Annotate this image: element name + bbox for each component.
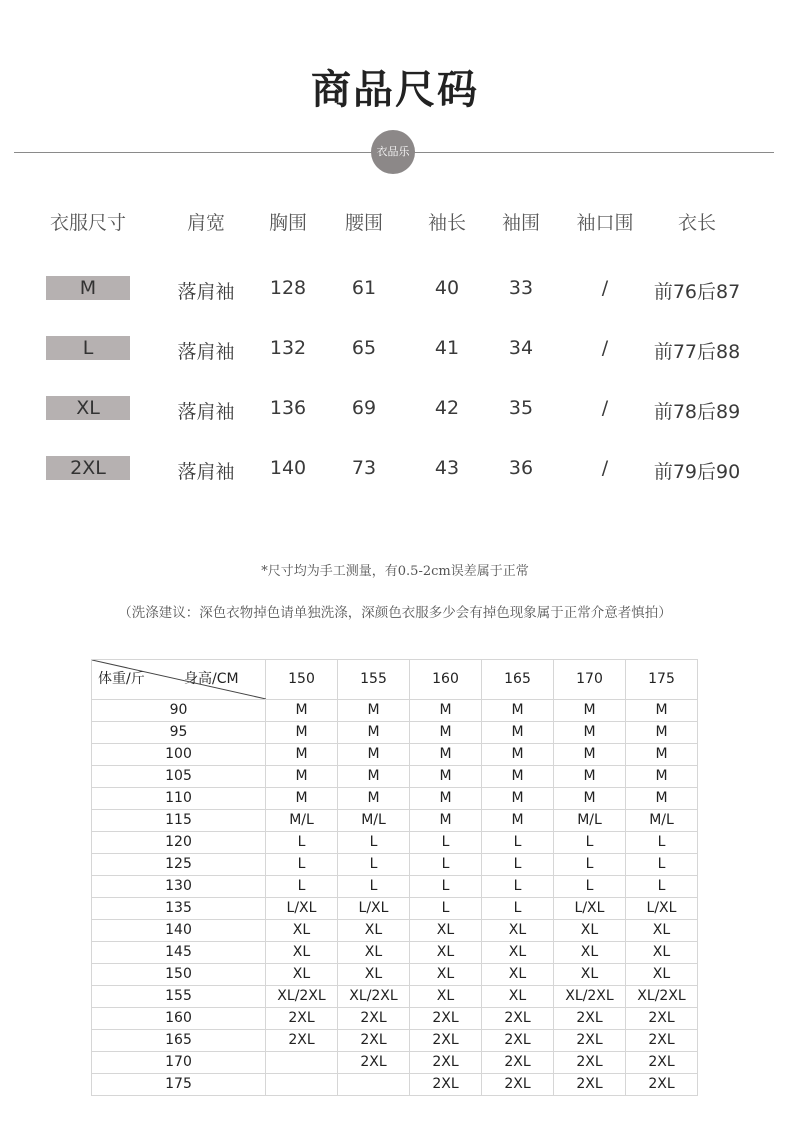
fit-cell: XL <box>410 986 482 1008</box>
table-row <box>92 744 698 766</box>
size-cell: 前78后89 <box>653 401 741 423</box>
fit-cell: L <box>626 832 698 854</box>
size-cell: 前76后87 <box>653 281 741 303</box>
table-row <box>92 788 698 810</box>
size-cell: 落肩袖 <box>177 401 235 423</box>
size-cell: 落肩袖 <box>177 281 235 303</box>
fit-cell: M <box>410 700 482 722</box>
table-row <box>92 1030 698 1052</box>
fit-cell: M <box>338 766 410 788</box>
fit-cell: L <box>482 898 554 920</box>
fit-cell: XL <box>482 964 554 986</box>
size-header-1: 肩宽 <box>186 212 225 234</box>
size-cell: / <box>601 457 609 479</box>
fit-cell: M <box>266 722 338 744</box>
height-header: 165 <box>482 660 554 700</box>
size-header-7: 衣长 <box>677 212 716 234</box>
fit-cell: XL <box>410 964 482 986</box>
fit-cell: L <box>554 876 626 898</box>
size-header-4: 袖长 <box>427 212 466 234</box>
size-cell: 132 <box>269 337 307 359</box>
fit-cell: L <box>410 854 482 876</box>
fit-cell: 2XL <box>482 1052 554 1074</box>
fit-cell: 2XL <box>626 1008 698 1030</box>
fit-cell: L <box>626 854 698 876</box>
size-tag: L <box>46 336 130 360</box>
size-cell: 69 <box>351 397 377 419</box>
fit-cell: L <box>266 832 338 854</box>
weight-cell: 110 <box>92 788 266 810</box>
size-cell: 35 <box>508 397 534 419</box>
fit-cell: L <box>626 876 698 898</box>
fit-cell: M <box>482 788 554 810</box>
weight-cell: 105 <box>92 766 266 788</box>
fit-cell: M <box>482 744 554 766</box>
fit-cell: 2XL <box>554 1030 626 1052</box>
fit-cell: L <box>338 876 410 898</box>
fit-cell: L/XL <box>626 898 698 920</box>
fit-table <box>91 659 698 1096</box>
size-cell: / <box>601 277 609 299</box>
fit-cell: M/L <box>338 810 410 832</box>
fit-cell: 2XL <box>626 1052 698 1074</box>
weight-cell: 140 <box>92 920 266 942</box>
size-cell: 65 <box>351 337 377 359</box>
size-cell: 前77后88 <box>653 341 741 363</box>
fit-cell: XL/2XL <box>554 986 626 1008</box>
table-row <box>92 964 698 986</box>
fit-cell: XL <box>266 942 338 964</box>
fit-cell: XL <box>626 942 698 964</box>
wash-note: （洗涤建议：深色衣物掉色请单独洗涤，深颜色衣服多少会有掉色现象属于正常介意者慎拍） <box>118 605 672 621</box>
size-cell: 128 <box>269 277 307 299</box>
fit-cell: M <box>482 810 554 832</box>
fit-cell: 2XL <box>482 1030 554 1052</box>
table-row <box>92 898 698 920</box>
size-cell: 落肩袖 <box>177 341 235 363</box>
fit-cell: 2XL <box>410 1030 482 1052</box>
fit-cell: M <box>482 700 554 722</box>
table-row <box>92 876 698 898</box>
fit-cell: L <box>338 854 410 876</box>
height-header: 155 <box>338 660 410 700</box>
table-row <box>92 1008 698 1030</box>
fit-cell: XL/2XL <box>266 986 338 1008</box>
height-label: 身高/CM <box>184 671 239 687</box>
weight-cell: 145 <box>92 942 266 964</box>
fit-cell: XL <box>338 964 410 986</box>
fit-cell: XL <box>626 920 698 942</box>
fit-cell: M <box>554 722 626 744</box>
weight-cell: 150 <box>92 964 266 986</box>
size-tag: M <box>46 276 130 300</box>
fit-cell <box>266 1074 338 1096</box>
fit-cell: XL <box>554 920 626 942</box>
weight-label: 体重/斤 <box>98 671 145 687</box>
measure-note: *尺寸均为手工测量，有0.5-2cm误差属于正常 <box>261 564 529 579</box>
fit-cell: L/XL <box>338 898 410 920</box>
weight-cell: 95 <box>92 722 266 744</box>
size-cell: 33 <box>508 277 534 299</box>
brand-badge: 衣品乐 <box>371 130 415 174</box>
fit-cell: M <box>410 722 482 744</box>
fit-cell: 2XL <box>626 1030 698 1052</box>
size-cell: 36 <box>508 457 534 479</box>
fit-cell: M <box>482 722 554 744</box>
fit-cell: M <box>266 766 338 788</box>
table-row <box>92 810 698 832</box>
fit-cell: 2XL <box>410 1008 482 1030</box>
fit-cell: M <box>410 744 482 766</box>
fit-cell <box>266 1052 338 1074</box>
fit-cell: M <box>338 722 410 744</box>
fit-cell: L <box>482 832 554 854</box>
size-cell: 61 <box>351 277 377 299</box>
fit-cell: M <box>338 744 410 766</box>
fit-cell: M <box>410 788 482 810</box>
size-cell: 136 <box>269 397 307 419</box>
fit-cell: XL <box>482 986 554 1008</box>
corner-cell <box>92 660 266 700</box>
size-cell: 43 <box>434 457 460 479</box>
weight-cell: 120 <box>92 832 266 854</box>
fit-cell: L <box>410 898 482 920</box>
weight-cell: 100 <box>92 744 266 766</box>
table-row <box>92 832 698 854</box>
fit-cell: 2XL <box>410 1052 482 1074</box>
fit-cell: 2XL <box>482 1008 554 1030</box>
fit-cell: XL <box>266 920 338 942</box>
size-tag: XL <box>46 396 130 420</box>
fit-cell: 2XL <box>554 1052 626 1074</box>
height-header: 160 <box>410 660 482 700</box>
fit-cell: L/XL <box>266 898 338 920</box>
height-header: 170 <box>554 660 626 700</box>
size-header-0: 衣服尺寸 <box>49 212 126 234</box>
table-row <box>92 722 698 744</box>
fit-cell: M <box>482 766 554 788</box>
height-header: 175 <box>626 660 698 700</box>
fit-cell: L <box>482 854 554 876</box>
fit-cell: M <box>554 700 626 722</box>
fit-cell: M <box>410 810 482 832</box>
fit-cell: XL/2XL <box>626 986 698 1008</box>
table-row <box>92 1052 698 1074</box>
fit-cell: M <box>338 788 410 810</box>
table-row <box>92 700 698 722</box>
fit-cell: 2XL <box>410 1074 482 1096</box>
size-cell: / <box>601 397 609 419</box>
fit-cell: M <box>410 766 482 788</box>
fit-cell: L <box>338 832 410 854</box>
weight-cell: 155 <box>92 986 266 1008</box>
size-tag: 2XL <box>46 456 130 480</box>
size-cell: 前79后90 <box>653 461 741 483</box>
size-header-3: 腰围 <box>344 212 383 234</box>
size-cell: 73 <box>351 457 377 479</box>
fit-cell: L <box>554 854 626 876</box>
table-row <box>92 1074 698 1096</box>
fit-cell: XL <box>626 964 698 986</box>
weight-cell: 125 <box>92 854 266 876</box>
fit-cell: 2XL <box>554 1074 626 1096</box>
size-cell: / <box>601 337 609 359</box>
fit-cell: M/L <box>266 810 338 832</box>
fit-cell: M <box>626 700 698 722</box>
fit-cell: L <box>410 876 482 898</box>
weight-cell: 90 <box>92 700 266 722</box>
size-header-5: 袖围 <box>501 212 540 234</box>
fit-cell: M/L <box>554 810 626 832</box>
fit-cell: XL <box>482 942 554 964</box>
fit-cell: L <box>410 832 482 854</box>
page-title: 商品尺码 <box>311 67 479 113</box>
fit-cell: M/L <box>626 810 698 832</box>
fit-cell: M <box>554 788 626 810</box>
fit-cell: L <box>266 876 338 898</box>
size-cell: 落肩袖 <box>177 461 235 483</box>
fit-cell: XL <box>338 920 410 942</box>
fit-cell <box>338 1074 410 1096</box>
fit-cell: XL <box>482 920 554 942</box>
weight-cell: 115 <box>92 810 266 832</box>
table-row <box>92 986 698 1008</box>
fit-header-row <box>92 660 698 700</box>
weight-cell: 175 <box>92 1074 266 1096</box>
fit-cell: XL <box>554 964 626 986</box>
fit-cell: 2XL <box>338 1030 410 1052</box>
fit-cell: XL <box>266 964 338 986</box>
fit-cell: M <box>266 788 338 810</box>
table-row <box>92 854 698 876</box>
fit-cell: M <box>626 766 698 788</box>
fit-cell: XL <box>554 942 626 964</box>
fit-cell: XL <box>410 942 482 964</box>
fit-cell: M <box>266 744 338 766</box>
table-row <box>92 920 698 942</box>
fit-cell: L <box>482 876 554 898</box>
fit-cell: M <box>266 700 338 722</box>
fit-cell: 2XL <box>482 1074 554 1096</box>
fit-cell: XL <box>338 942 410 964</box>
fit-cell: 2XL <box>338 1052 410 1074</box>
size-header-2: 胸围 <box>268 212 307 234</box>
fit-cell: 2XL <box>338 1008 410 1030</box>
height-header: 150 <box>266 660 338 700</box>
size-cell: 140 <box>269 457 307 479</box>
table-row <box>92 766 698 788</box>
fit-cell: M <box>554 744 626 766</box>
fit-cell: M <box>626 722 698 744</box>
fit-cell: M <box>338 700 410 722</box>
fit-cell: XL <box>410 920 482 942</box>
fit-cell: 2XL <box>626 1074 698 1096</box>
fit-cell: L/XL <box>554 898 626 920</box>
size-cell: 42 <box>434 397 460 419</box>
fit-cell: 2XL <box>266 1030 338 1052</box>
size-cell: 41 <box>434 337 460 359</box>
fit-cell: XL/2XL <box>338 986 410 1008</box>
weight-cell: 130 <box>92 876 266 898</box>
fit-cell: L <box>266 854 338 876</box>
size-cell: 34 <box>508 337 534 359</box>
fit-cell: M <box>626 788 698 810</box>
weight-cell: 170 <box>92 1052 266 1074</box>
size-cell: 40 <box>434 277 460 299</box>
weight-cell: 135 <box>92 898 266 920</box>
fit-cell: M <box>554 766 626 788</box>
fit-cell: M <box>626 744 698 766</box>
size-header-6: 袖口围 <box>576 212 634 234</box>
table-row <box>92 942 698 964</box>
fit-cell: 2XL <box>554 1008 626 1030</box>
fit-cell: 2XL <box>266 1008 338 1030</box>
weight-cell: 165 <box>92 1030 266 1052</box>
fit-cell: L <box>554 832 626 854</box>
weight-cell: 160 <box>92 1008 266 1030</box>
